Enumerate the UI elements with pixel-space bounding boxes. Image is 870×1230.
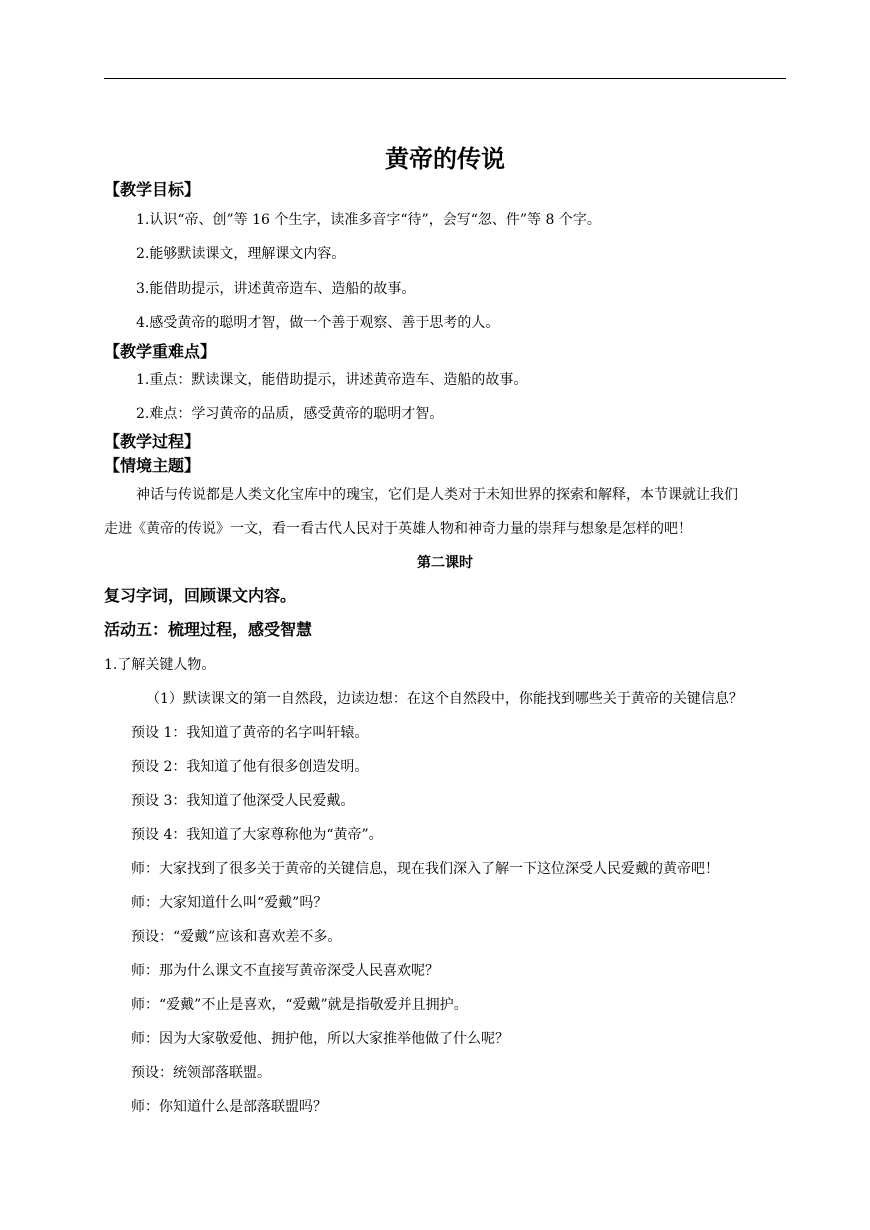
activity-heading: 活动五：梳理过程，感受智慧 bbox=[104, 620, 313, 639]
dialogue-line: 预设 2：我知道了他有很多创造发明。 bbox=[131, 759, 369, 775]
keypoint-2: 2.难点：学习黄帝的品质，感受黄帝的聪明才智。 bbox=[136, 406, 444, 422]
dialogue-line: 师：大家知道什么叫“爱戴”吗？ bbox=[131, 895, 328, 911]
objective-1: 1.认识“帝、创”等 16 个生字，读准多音字“待”，会写“忽、件”等 8 个字。 bbox=[136, 212, 601, 228]
keypoints-heading: 【教学重难点】 bbox=[104, 342, 217, 361]
header-rule bbox=[104, 78, 786, 79]
keypoint-1: 1.重点：默读课文，能借助提示，讲述黄帝造车、造船的故事。 bbox=[136, 372, 528, 388]
lesson-title: 第二课时 bbox=[417, 555, 473, 571]
dialogue-line: 预设 3：我知道了他深受人民爱戴。 bbox=[131, 793, 355, 809]
dialogue-line: 师：那为什么课文不直接写黄帝深受人民喜欢呢？ bbox=[131, 963, 439, 979]
dialogue-line: 师：大家找到了很多关于黄帝的关键信息，现在我们深入了解一下这位深受人民爱戴的黄帝吧！ bbox=[131, 861, 719, 877]
objectives-heading: 【教学目标】 bbox=[104, 180, 201, 199]
scene-paragraph-line-2: 走进《黄帝的传说》一文，看一看古代人民对于英雄人物和神奇力量的崇拜与想象是怎样的吧！ bbox=[104, 521, 692, 537]
dialogue-line: 预设：“爱戴”应该和喜欢差不多。 bbox=[131, 929, 342, 945]
dialogue-line: 师：你知道什么是部落联盟吗？ bbox=[131, 1099, 327, 1115]
dialogue-line: 预设 1：我知道了黄帝的名字叫轩辕。 bbox=[131, 725, 369, 741]
objective-2: 2.能够默读课文，理解课文内容。 bbox=[136, 246, 346, 262]
process-heading: 【教学过程】 bbox=[104, 432, 201, 451]
item-1: 1.了解关键人物。 bbox=[104, 657, 216, 673]
dialogue-line: 预设：统领部落联盟。 bbox=[131, 1065, 271, 1081]
objective-4: 4.感受黄帝的聪明才智，做一个善于观察、善于思考的人。 bbox=[136, 315, 500, 331]
document-title: 黄帝的传说 bbox=[385, 144, 505, 173]
question-1: （1）默读课文的第一自然段，边读边想：在这个自然段中，你能找到哪些关于黄帝的关键信息？ bbox=[146, 691, 743, 707]
objective-3: 3.能借助提示，讲述黄帝造车、造船的故事。 bbox=[136, 281, 416, 297]
review-heading: 复习字词，回顾课文内容。 bbox=[104, 586, 297, 605]
dialogue-line: 师：“爱戴”不止是喜欢，“爱戴”就是指敬爱并且拥护。 bbox=[131, 997, 468, 1013]
dialogue-line: 预设 4：我知道了大家尊称他为“黄帝”。 bbox=[131, 827, 383, 843]
scene-paragraph-line-1: 神话与传说都是人类文化宝库中的瑰宝，它们是人类对于未知世界的探索和解释，本节课就让我们 bbox=[136, 487, 738, 503]
dialogue-line: 师：因为大家敬爱他、拥护他，所以大家推举他做了什么呢？ bbox=[131, 1031, 509, 1047]
scene-heading: 【情境主题】 bbox=[104, 456, 201, 475]
